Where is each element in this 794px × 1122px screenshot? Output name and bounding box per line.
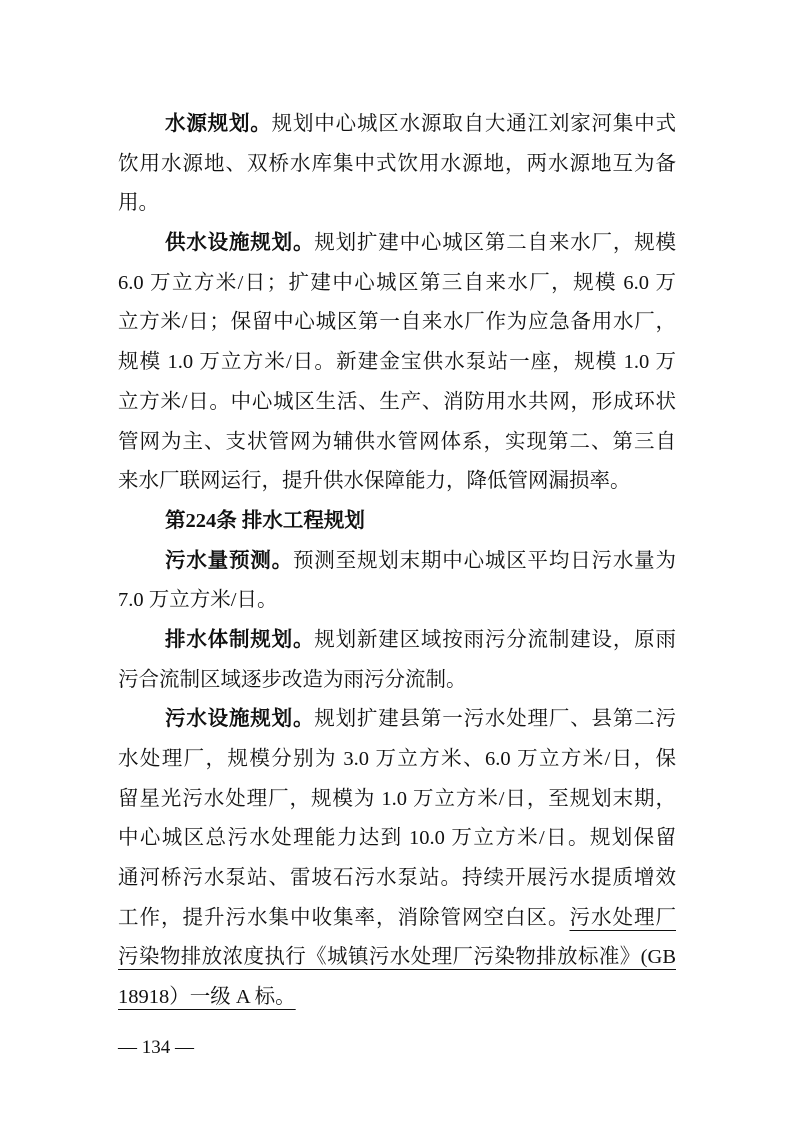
paragraph-text: 工作，提升污水集中收集率，消除管网空白区。 — [118, 906, 570, 929]
paragraph-text: 规划中心城区水源取自大通江刘家河集中式 — [271, 113, 677, 135]
article-heading-line — [118, 502, 676, 542]
paragraph-heading: 排水体制规划。 — [165, 628, 315, 651]
paragraph-text: 规划扩建县第一污水处理厂、县第二污 — [314, 708, 677, 731]
paragraph-line — [118, 145, 676, 185]
paragraph-text: 中心城区总污水处理能力达到 10.0 万立方米/日。规划保留 — [118, 827, 676, 850]
paragraph-text: 立方米/日；保留中心城区第一自来水厂作为应急备用水厂， — [118, 311, 676, 334]
paragraph-line — [118, 740, 676, 780]
paragraph-line — [118, 581, 676, 621]
paragraph-line — [118, 542, 676, 582]
paragraph-line — [118, 899, 676, 939]
underlined-text: 污染物排放浓度执行《城镇污水处理厂污染物排放标准》(GB — [118, 946, 676, 969]
paragraph-line — [118, 264, 676, 304]
paragraph-line — [118, 184, 676, 224]
paragraph-text: 留星光污水处理厂，规模为 1.0 万立方米/日，至规划末期， — [118, 787, 676, 810]
paragraph-line — [118, 978, 676, 1018]
paragraph-text: 通河桥污水泵站、雷坡石污水泵站。持续开展污水提质增效 — [118, 867, 676, 890]
article-heading: 第224条 排水工程规划 — [165, 509, 365, 532]
paragraph-line — [118, 423, 676, 463]
paragraph-line — [118, 700, 676, 740]
paragraph-text: 6.0 万立方米/日；扩建中心城区第三自来水厂，规模 6.0 万 — [118, 271, 676, 294]
paragraph-line — [118, 661, 676, 701]
paragraph-heading: 供水设施规划。 — [165, 232, 315, 255]
paragraph-text: 7.0 万立方米/日。 — [118, 589, 278, 612]
paragraph-line — [118, 343, 676, 383]
paragraph-line — [118, 303, 676, 343]
paragraph-line — [118, 224, 676, 264]
paragraph-text: 来水厂联网运行，提升供水保障能力，降低管网漏损率。 — [118, 470, 631, 493]
paragraph-heading: 水源规划。 — [165, 113, 272, 135]
paragraph-heading: 污水设施规划。 — [165, 708, 315, 731]
paragraph-text: 饮用水源地、双桥水库集中式饮用水源地，两水源地互为备 — [118, 152, 676, 175]
body-text — [118, 105, 676, 1018]
paragraph-text: 预测至规划末期中心城区平均日污水量为 — [292, 549, 677, 572]
page-number: — 134 — — [118, 1037, 194, 1058]
paragraph-line — [118, 621, 676, 661]
underlined-text: 污水处理厂 — [569, 906, 676, 929]
paragraph-line — [118, 462, 676, 502]
paragraph-line — [118, 859, 676, 899]
paragraph-line — [118, 819, 676, 859]
paragraph-line — [118, 383, 676, 423]
underlined-text: 18918）一级 A 标。 — [118, 986, 296, 1009]
paragraph-text: 立方米/日。中心城区生活、生产、消防用水共网，形成环状 — [118, 390, 676, 413]
paragraph-text: 管网为主、支状管网为辅供水管网体系，实现第二、第三自 — [118, 430, 676, 453]
paragraph-heading: 污水量预测。 — [165, 549, 293, 572]
paragraph-line — [118, 780, 676, 820]
paragraph-text: 规划新建区域按雨污分流制建设，原雨 — [314, 628, 677, 651]
paragraph-text: 规划扩建中心城区第二自来水厂，规模 — [314, 232, 677, 255]
paragraph-text: 用。 — [118, 192, 159, 215]
paragraph-line — [118, 105, 676, 145]
paragraph-text: 规模 1.0 万立方米/日。新建金宝供水泵站一座，规模 1.0 万 — [118, 351, 676, 374]
paragraph-line — [118, 938, 676, 978]
paragraph-text: 污合流制区域逐步改造为雨污分流制。 — [118, 668, 467, 691]
paragraph-text: 水处理厂，规模分别为 3.0 万立方米、6.0 万立方米/日，保 — [118, 748, 676, 770]
